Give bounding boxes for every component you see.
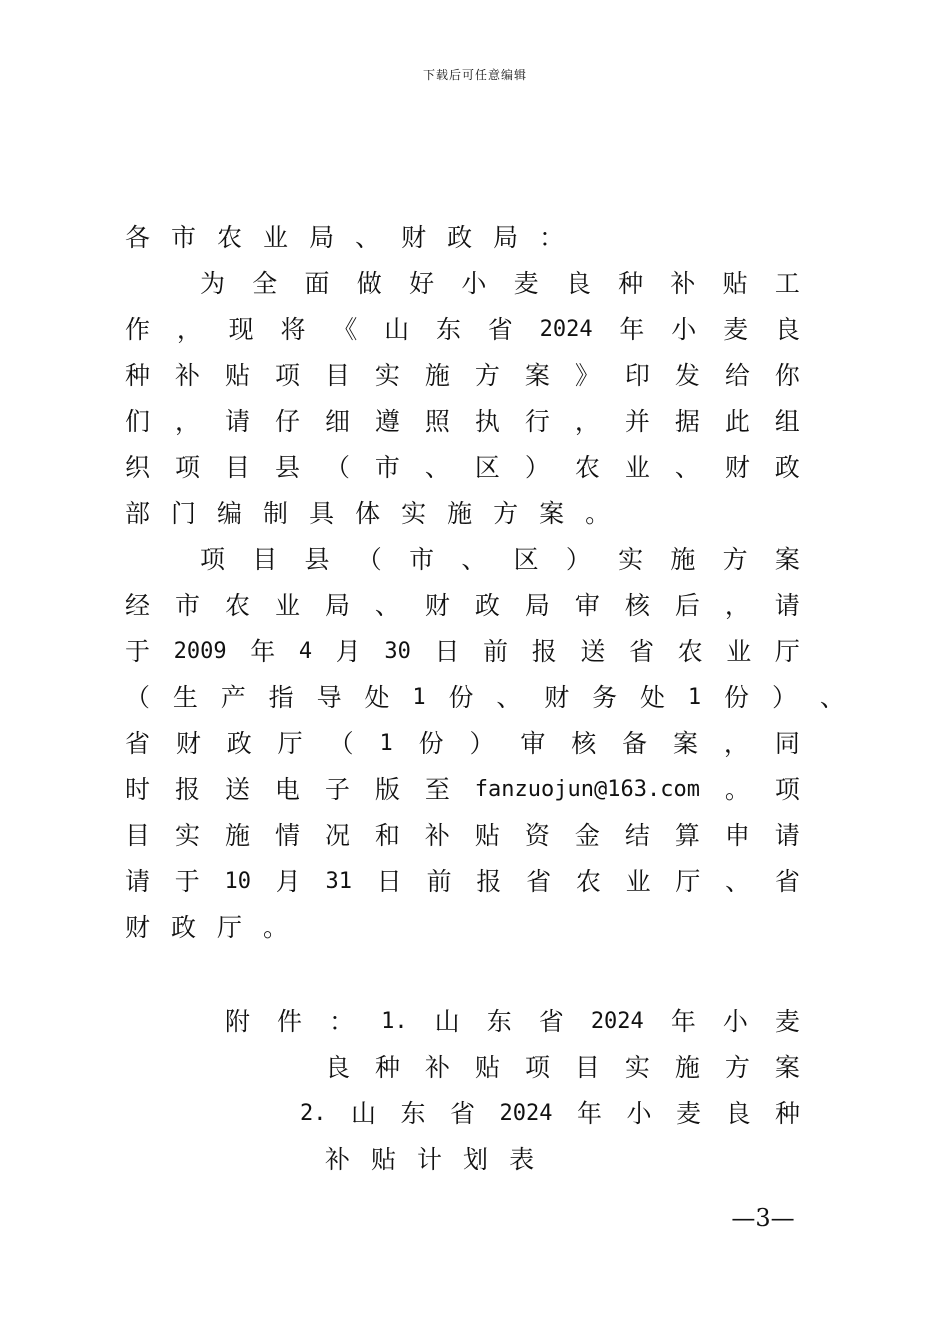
text-token: 组	[774, 407, 800, 436]
text-token: 《	[332, 315, 358, 344]
text-token: 局	[324, 591, 350, 620]
text-token: 此	[724, 407, 750, 436]
text-token: 山	[350, 1099, 376, 1128]
text-token: 政	[226, 729, 252, 758]
text-token: 补	[174, 361, 200, 390]
text-token: 金	[574, 821, 600, 850]
text-token: 麦	[774, 1007, 800, 1036]
text-token: 资	[524, 821, 550, 850]
text-token: 局	[493, 223, 519, 252]
text-line-l9	[125, 586, 800, 626]
text-token: 据	[674, 407, 700, 436]
text-token: 于	[125, 637, 151, 666]
text-token: 审	[520, 729, 546, 758]
text-token: 厅	[217, 913, 243, 942]
text-token: 月	[275, 867, 301, 896]
text-token: 1	[379, 731, 393, 756]
text-token: 将	[280, 315, 306, 344]
text-line-l20	[325, 1140, 800, 1180]
text-token: 目	[324, 361, 350, 390]
text-token: 请	[774, 821, 800, 850]
text-token: 核	[624, 591, 650, 620]
text-token: 至	[424, 775, 450, 804]
text-line-l11	[125, 678, 845, 718]
text-token: ）	[469, 729, 495, 758]
text-token: 目	[574, 1053, 600, 1082]
text-token: 种	[618, 269, 644, 298]
text-token: 良	[774, 315, 800, 344]
text-token: 财	[424, 591, 450, 620]
text-token: 计	[417, 1145, 443, 1174]
text-token: 厅	[277, 729, 303, 758]
text-token: 省	[449, 1099, 475, 1128]
text-token: 电	[274, 775, 300, 804]
text-token: 制	[263, 499, 289, 528]
text-line-l18	[325, 1048, 800, 1088]
text-token: 财	[724, 453, 750, 482]
text-token: 况	[324, 821, 350, 850]
text-token: 东	[435, 315, 461, 344]
text-token: 全	[252, 269, 278, 298]
text-token: 农	[217, 223, 243, 252]
text-token: 财	[175, 729, 201, 758]
text-token: 附	[225, 1007, 251, 1036]
text-token: 2024	[590, 1009, 644, 1034]
text-token: 东	[400, 1099, 426, 1128]
text-token: 业	[274, 591, 300, 620]
text-line-l8	[200, 540, 800, 580]
text-line-l19	[300, 1094, 800, 1134]
text-token: 为	[200, 269, 226, 298]
text-token: 贴	[474, 821, 500, 850]
text-line-l12	[125, 724, 800, 764]
text-token: 导	[316, 683, 342, 712]
text-token: 年	[250, 637, 276, 666]
text-token: 年	[670, 1007, 696, 1036]
text-token: 实	[618, 545, 644, 574]
text-token: 核	[571, 729, 597, 758]
text-line-l7	[125, 494, 800, 534]
text-token: 表	[509, 1145, 535, 1174]
text-token: 补	[424, 1053, 450, 1082]
text-token: 政	[774, 453, 800, 482]
text-token: 区	[474, 453, 500, 482]
text-token: 日	[376, 867, 402, 896]
text-token: 份	[418, 729, 444, 758]
text-token: 部	[125, 499, 151, 528]
text-token: 方	[724, 1053, 750, 1082]
text-token: 织	[125, 453, 151, 482]
text-token: 实	[624, 1053, 650, 1082]
text-token: 编	[217, 499, 243, 528]
text-token: 并	[624, 407, 650, 436]
text-line-l13	[125, 770, 800, 810]
text-token: 补	[424, 821, 450, 850]
text-token: 体	[355, 499, 381, 528]
text-token: 请	[224, 407, 250, 436]
text-token: 贴	[224, 361, 250, 390]
text-token: ）	[565, 545, 591, 574]
text-token: 贴	[474, 1053, 500, 1082]
text-token: 送	[580, 637, 606, 666]
text-token: 案	[524, 361, 550, 390]
text-token: 、	[424, 453, 450, 482]
text-token: 经	[125, 591, 151, 620]
text-token: 业	[624, 453, 650, 482]
text-line-l3	[125, 310, 800, 350]
text-token: 。	[263, 913, 289, 942]
text-token: fanzuojun@163.com	[474, 777, 700, 802]
text-token: 年	[576, 1099, 602, 1128]
text-token: 产	[220, 683, 246, 712]
text-token: 给	[724, 361, 750, 390]
text-token: 项	[524, 1053, 550, 1082]
text-token: 具	[309, 499, 335, 528]
text-token: 财	[544, 683, 570, 712]
text-token: 厅	[675, 867, 701, 896]
text-token: ）	[771, 683, 797, 712]
text-token: 1	[687, 685, 702, 710]
text-token: 目	[125, 821, 151, 850]
text-token: 4	[298, 639, 313, 664]
text-token: 、	[725, 867, 751, 896]
text-token: 财	[125, 913, 151, 942]
text-token: 10	[224, 869, 252, 894]
text-token: ，	[574, 407, 600, 436]
text-token: 、	[461, 545, 487, 574]
text-token: 》	[574, 361, 600, 390]
text-token: 2024	[539, 317, 593, 342]
text-token: 政	[171, 913, 197, 942]
text-token: 项	[274, 361, 300, 390]
text-token: 2.	[300, 1101, 327, 1126]
text-token: 良	[325, 1053, 351, 1082]
text-token: 种	[125, 361, 151, 390]
text-token: 省	[774, 867, 800, 896]
text-token: 县	[274, 453, 300, 482]
text-line-l1	[125, 218, 800, 258]
text-token: 好	[409, 269, 435, 298]
text-token: 年	[619, 315, 645, 344]
text-token: 方	[722, 545, 748, 574]
text-token: 。	[724, 775, 750, 804]
text-token: 麦	[723, 315, 749, 344]
text-token: 你	[774, 361, 800, 390]
text-token: 申	[724, 821, 750, 850]
text-token: 目	[224, 453, 250, 482]
text-line-l6	[125, 448, 800, 488]
text-token: 局	[524, 591, 550, 620]
text-token: 和	[374, 821, 400, 850]
text-token: 面	[304, 269, 330, 298]
text-token: 施	[670, 545, 696, 574]
text-token: 31	[325, 869, 353, 894]
text-token: 前	[426, 867, 452, 896]
text-token: 。	[585, 499, 611, 528]
text-token: 小	[626, 1099, 652, 1128]
text-token: 农	[574, 453, 600, 482]
text-token: 省	[487, 315, 513, 344]
text-token: 案	[673, 729, 699, 758]
text-token: 财	[401, 223, 427, 252]
text-token: 实	[174, 821, 200, 850]
text-token: 后	[674, 591, 700, 620]
text-token: 细	[324, 407, 350, 436]
text-token: 照	[424, 407, 450, 436]
text-token: 实	[374, 361, 400, 390]
text-token: 结	[624, 821, 650, 850]
text-token: 省	[526, 867, 552, 896]
text-token: （	[328, 729, 354, 758]
text-token: 处	[364, 683, 390, 712]
text-token: 县	[304, 545, 330, 574]
text-token: 前	[483, 637, 509, 666]
text-token: 发	[674, 361, 700, 390]
text-token: 们	[125, 407, 151, 436]
text-token: 良	[725, 1099, 751, 1128]
text-token: 施	[224, 821, 250, 850]
text-token: 月	[335, 637, 361, 666]
text-line-l2	[200, 264, 800, 304]
text-token: 报	[476, 867, 502, 896]
text-token: 报	[174, 775, 200, 804]
text-token: 补	[325, 1145, 351, 1174]
text-token: 处	[640, 683, 666, 712]
text-token: 请	[774, 591, 800, 620]
text-token: 施	[447, 499, 473, 528]
text-token: 政	[447, 223, 473, 252]
text-token: 送	[224, 775, 250, 804]
text-token: （	[356, 545, 382, 574]
text-token: ，	[174, 407, 200, 436]
text-token: 案	[774, 1053, 800, 1082]
text-line-l5	[125, 402, 800, 442]
text-token: 时	[125, 775, 151, 804]
text-token: 同	[774, 729, 800, 758]
page-header-watermark: 下载后可任意编辑	[422, 68, 527, 82]
text-token: 份	[448, 683, 474, 712]
text-token: 备	[622, 729, 648, 758]
text-token: 厅	[774, 637, 800, 666]
text-token: ，	[723, 729, 749, 758]
text-token: 指	[268, 683, 294, 712]
text-token: 项	[200, 545, 226, 574]
text-token: 版	[374, 775, 400, 804]
text-token: 方	[493, 499, 519, 528]
text-line-l17	[225, 1002, 800, 1042]
text-token: 业	[726, 637, 752, 666]
text-token: 农	[677, 637, 703, 666]
text-token: 省	[538, 1007, 564, 1036]
text-token: ：	[329, 1007, 355, 1036]
text-token: 市	[409, 545, 435, 574]
text-token: 1.	[381, 1009, 408, 1034]
text-token: （	[324, 453, 350, 482]
text-token: 区	[513, 545, 539, 574]
text-token: 市	[374, 453, 400, 482]
text-token: 、	[374, 591, 400, 620]
text-line-l15	[125, 862, 800, 902]
text-token: 东	[486, 1007, 512, 1036]
text-token: 省	[628, 637, 654, 666]
text-token: 种	[774, 1099, 800, 1128]
text-token: 麦	[675, 1099, 701, 1128]
text-line-l14	[125, 816, 800, 856]
text-token: 行	[524, 407, 550, 436]
text-token: 情	[274, 821, 300, 850]
text-token: 目	[252, 545, 278, 574]
text-token: 划	[463, 1145, 489, 1174]
text-token: 各	[125, 223, 151, 252]
text-token: 案	[539, 499, 565, 528]
text-token: 农	[224, 591, 250, 620]
text-token: 贴	[371, 1145, 397, 1174]
text-token: ）	[524, 453, 550, 482]
text-token: 施	[674, 1053, 700, 1082]
text-token: 业	[263, 223, 289, 252]
text-token: 、	[674, 453, 700, 482]
text-token: 麦	[513, 269, 539, 298]
text-token: 小	[671, 315, 697, 344]
text-token: 良	[565, 269, 591, 298]
text-token: 于	[174, 867, 200, 896]
text-token: 仔	[274, 407, 300, 436]
text-token: 1	[412, 685, 426, 710]
text-token: ：	[539, 223, 565, 252]
text-token: 种	[374, 1053, 400, 1082]
text-token: 、	[819, 683, 845, 712]
text-token: 局	[309, 223, 335, 252]
text-token: 遵	[374, 407, 400, 436]
text-token: 2009	[173, 639, 227, 664]
text-token: 算	[674, 821, 700, 850]
text-token: 做	[356, 269, 382, 298]
text-token: 施	[424, 361, 450, 390]
text-token: 子	[324, 775, 350, 804]
text-token: 份	[724, 683, 750, 712]
page-number: —3—	[731, 1204, 795, 1232]
text-token: 生	[172, 683, 198, 712]
text-token: 请	[125, 867, 151, 896]
text-token: 项	[774, 775, 800, 804]
text-token: 报	[531, 637, 557, 666]
text-token: 政	[474, 591, 500, 620]
text-token: 工	[774, 269, 800, 298]
text-token: ，	[724, 591, 750, 620]
text-token: 实	[401, 499, 427, 528]
text-token: 现	[228, 315, 254, 344]
text-token: 日	[434, 637, 460, 666]
text-token: ，	[176, 315, 202, 344]
text-token: 省	[125, 729, 151, 758]
text-token: 30	[384, 639, 411, 664]
text-token: 贴	[722, 269, 748, 298]
text-token: 山	[384, 315, 410, 344]
text-token: 市	[174, 591, 200, 620]
text-token: 务	[592, 683, 618, 712]
text-token: 审	[574, 591, 600, 620]
text-token: 山	[434, 1007, 460, 1036]
text-token: 、	[355, 223, 381, 252]
text-token: 件	[277, 1007, 303, 1036]
text-token: 农	[575, 867, 601, 896]
text-token: 执	[474, 407, 500, 436]
text-token: 方	[474, 361, 500, 390]
text-token: 市	[171, 223, 197, 252]
text-line-l4	[125, 356, 800, 396]
text-token: 2024	[499, 1101, 553, 1126]
text-line-l10	[125, 632, 800, 672]
text-token: 项	[174, 453, 200, 482]
text-token: 门	[171, 499, 197, 528]
text-line-l16	[125, 908, 800, 948]
text-token: 补	[670, 269, 696, 298]
text-token: 作	[125, 315, 151, 344]
text-token: 案	[774, 545, 800, 574]
text-token: 小	[461, 269, 487, 298]
text-token: 、	[496, 683, 522, 712]
text-token: 业	[625, 867, 651, 896]
text-token: 小	[722, 1007, 748, 1036]
text-token: 印	[624, 361, 650, 390]
text-token: （	[125, 683, 151, 712]
